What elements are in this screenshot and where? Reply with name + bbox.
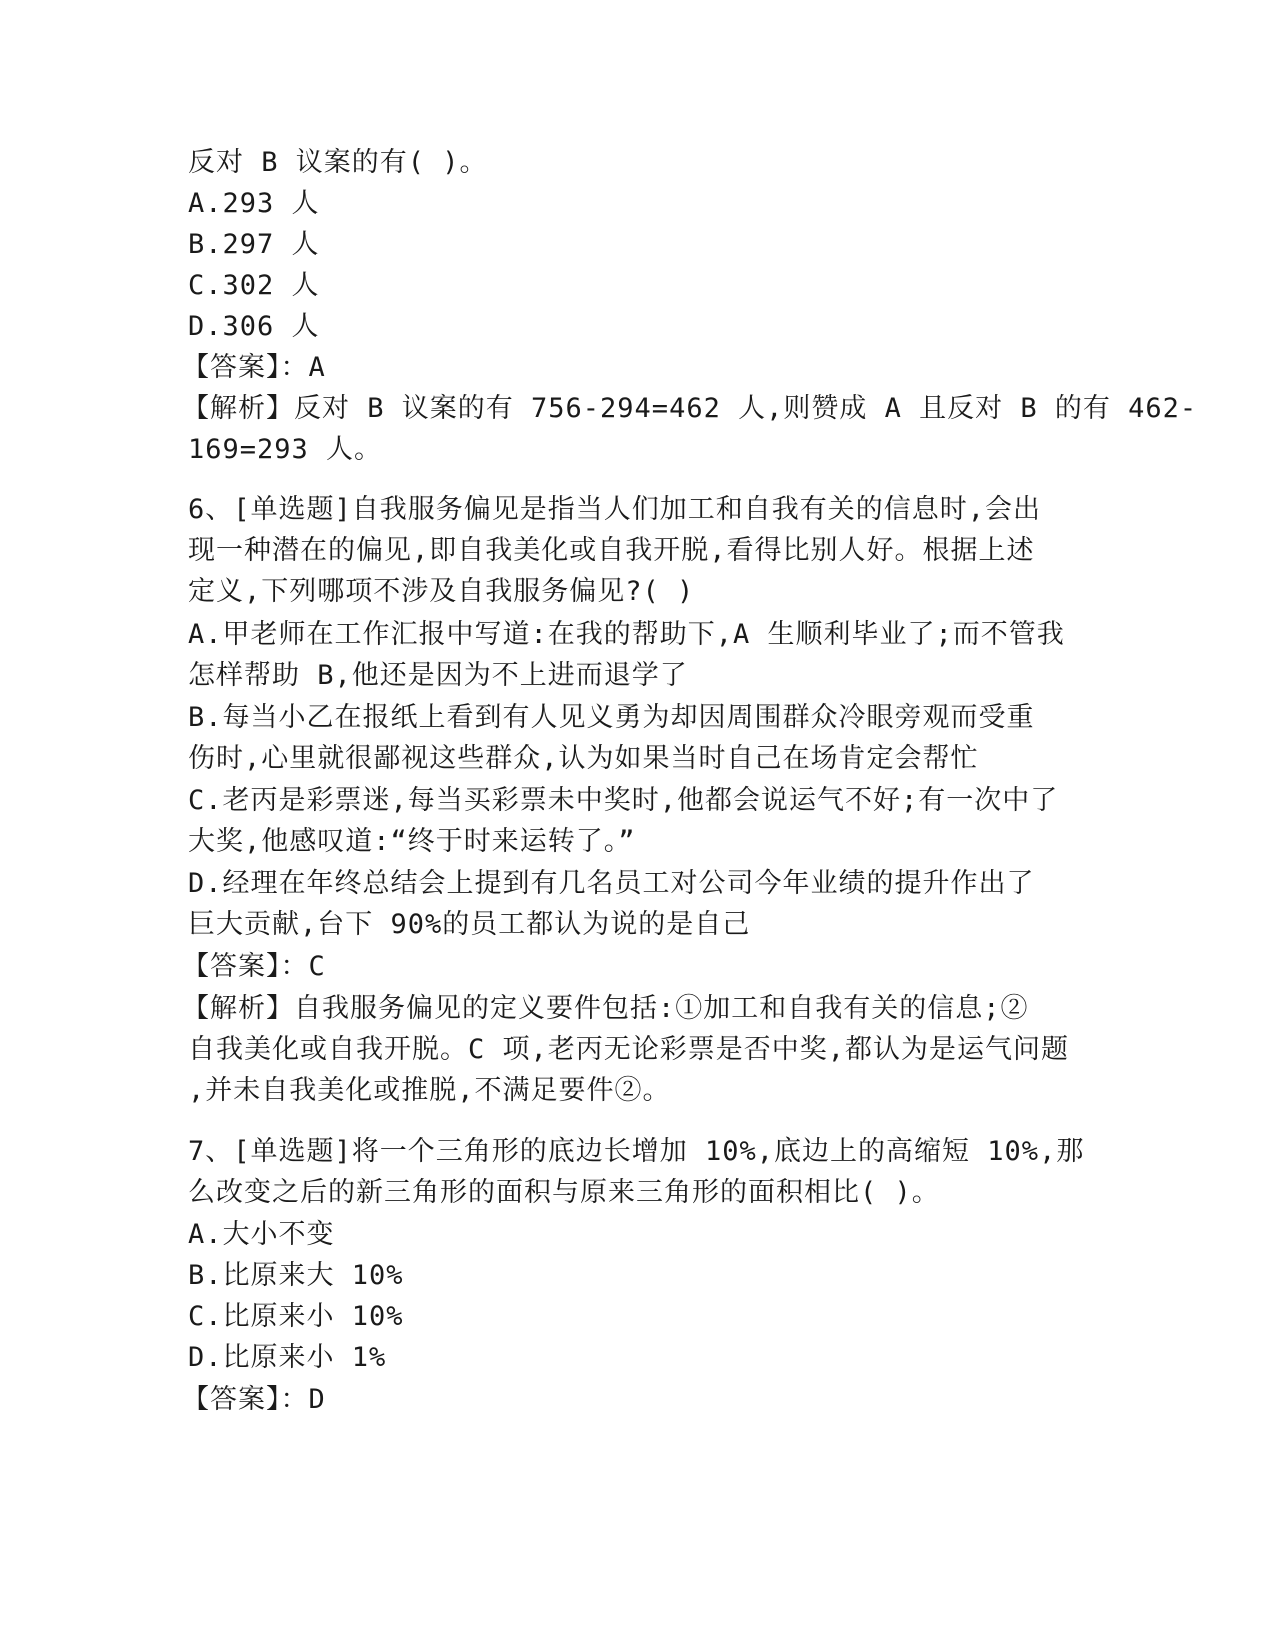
- question-6-line: 6、[单选题]自我服务偏见是指当人们加工和自我有关的信息时,会出: [188, 494, 1042, 525]
- option-b: 伤时,心里就很鄙视这些群众,认为如果当时自己在场肯定会帮忙: [188, 743, 979, 774]
- option-d: 巨大贡献,台下 90%的员工都认为说的是自己: [188, 909, 751, 940]
- analysis-line: 【解析】反对 B 议案的有 756-294=462 人,则赞成 A 且反对 B 的有 462-: [182, 393, 1198, 424]
- answer-line: 【答案】：C: [182, 951, 326, 982]
- option-d: D.比原来小 1%: [188, 1342, 387, 1373]
- option-b: B.297 人: [188, 229, 320, 260]
- analysis-line: ,并未自我美化或推脱,不满足要件②。: [188, 1075, 671, 1106]
- option-d: D.经理在年终总结会上提到有几名员工对公司今年业绩的提升作出了: [188, 868, 1035, 899]
- option-c: C.老丙是彩票迷,每当买彩票未中奖时,他都会说运气不好;有一次中了: [188, 785, 1059, 816]
- question-7-line: 7、[单选题]将一个三角形的底边长增加 10%,底边上的高缩短 10%,那: [188, 1136, 1085, 1167]
- text-line: 反对 B 议案的有( )。: [188, 147, 488, 178]
- question-7-line: 么改变之后的新三角形的面积与原来三角形的面积相比( )。: [188, 1177, 940, 1208]
- option-b: B.比原来大 10%: [188, 1260, 404, 1291]
- question-6-line: 现一种潜在的偏见,即自我美化或自我开脱,看得比别人好。根据上述: [188, 535, 1035, 566]
- option-b: B.每当小乙在报纸上看到有人见义勇为却因周围群众冷眼旁观而受重: [188, 702, 1035, 733]
- option-a: 怎样帮助 B,他还是因为不上进而退学了: [188, 660, 688, 691]
- question-6-line: 定义,下列哪项不涉及自我服务偏见?( ): [188, 576, 695, 607]
- option-a: A.甲老师在工作汇报中写道:在我的帮助下,A 生顺利毕业了;而不管我: [188, 619, 1065, 650]
- option-d: D.306 人: [188, 311, 320, 342]
- option-c: C.比原来小 10%: [188, 1301, 404, 1332]
- analysis-line: 169=293 人。: [188, 434, 383, 465]
- answer-line: 【答案】：A: [182, 352, 326, 383]
- option-a: A.大小不变: [188, 1219, 335, 1250]
- option-c: 大奖,他感叹道:“终于时来运转了。”: [188, 826, 636, 857]
- analysis-line: 自我美化或自我开脱。C 项,老丙无论彩票是否中奖,都认为是运气问题: [188, 1034, 1070, 1065]
- analysis-line: 【解析】自我服务偏见的定义要件包括:①加工和自我有关的信息;②: [182, 993, 1029, 1024]
- answer-line: 【答案】：D: [182, 1384, 326, 1415]
- option-c: C.302 人: [188, 270, 320, 301]
- option-a: A.293 人: [188, 188, 320, 219]
